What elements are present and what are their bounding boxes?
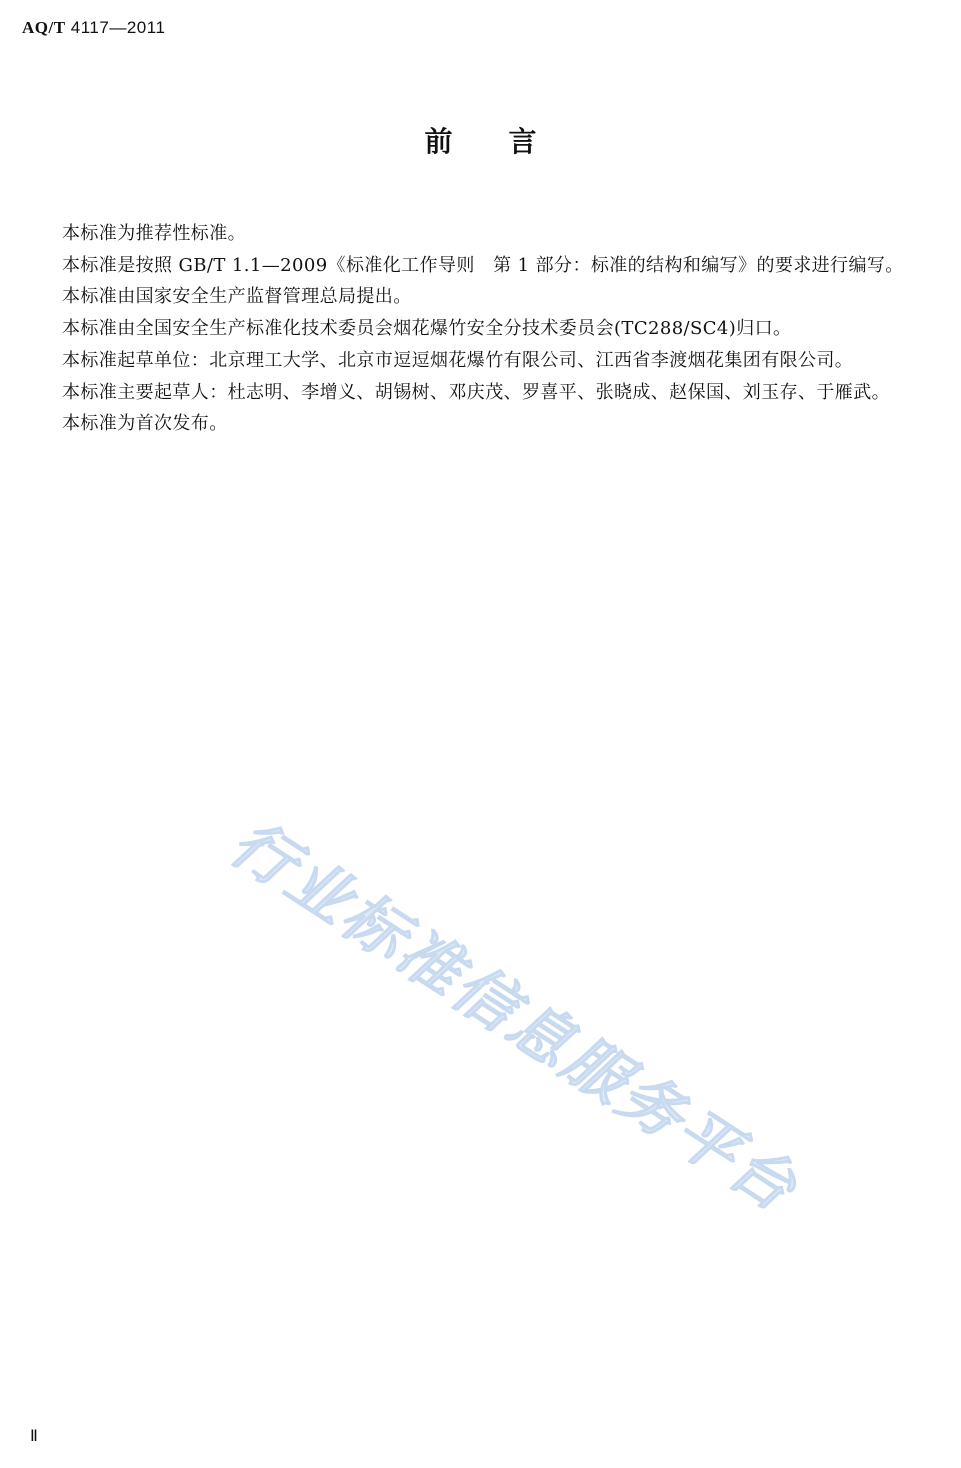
standard-prefix: AQ/T [22, 18, 66, 37]
paragraph-recommended: 本标准为推荐性标准。 [62, 223, 246, 244]
page-number: Ⅱ [30, 1428, 38, 1445]
standard-code [22, 18, 165, 38]
paragraph-drafting-units: 本标准起草单位：北京理工大学、北京市逗逗烟花爆竹有限公司、江西省李渡烟花集团有限公司。 [62, 349, 854, 371]
paragraph-centralized: 本标准由全国安全生产标准化技术委员会烟花爆竹安全分技术委员会(TC288/SC4)归口。 [62, 318, 792, 340]
paragraph-drafting-rules: 本标准是按照 GB/T 1.1—2009《标准化工作导则 第 1 部分：标准的结构和编写》的要求进行编写。 [62, 254, 904, 276]
watermark: 行业标准信息服务平台 [218, 805, 812, 1227]
paragraph-drafters: 本标准主要起草人：杜志明、李增义、胡锡树、邓庆茂、罗喜平、张晓成、赵保国、刘玉存、于雁武。 [62, 381, 890, 403]
paragraph-proposer: 本标准由国家安全生产监督管理总局提出。 [62, 286, 412, 308]
foreword-body [22, 218, 942, 440]
standard-number: 4117—2011 [65, 18, 166, 37]
paragraph-first-release: 本标准为首次发布。 [62, 413, 228, 435]
page-title: 前言 [424, 125, 593, 158]
